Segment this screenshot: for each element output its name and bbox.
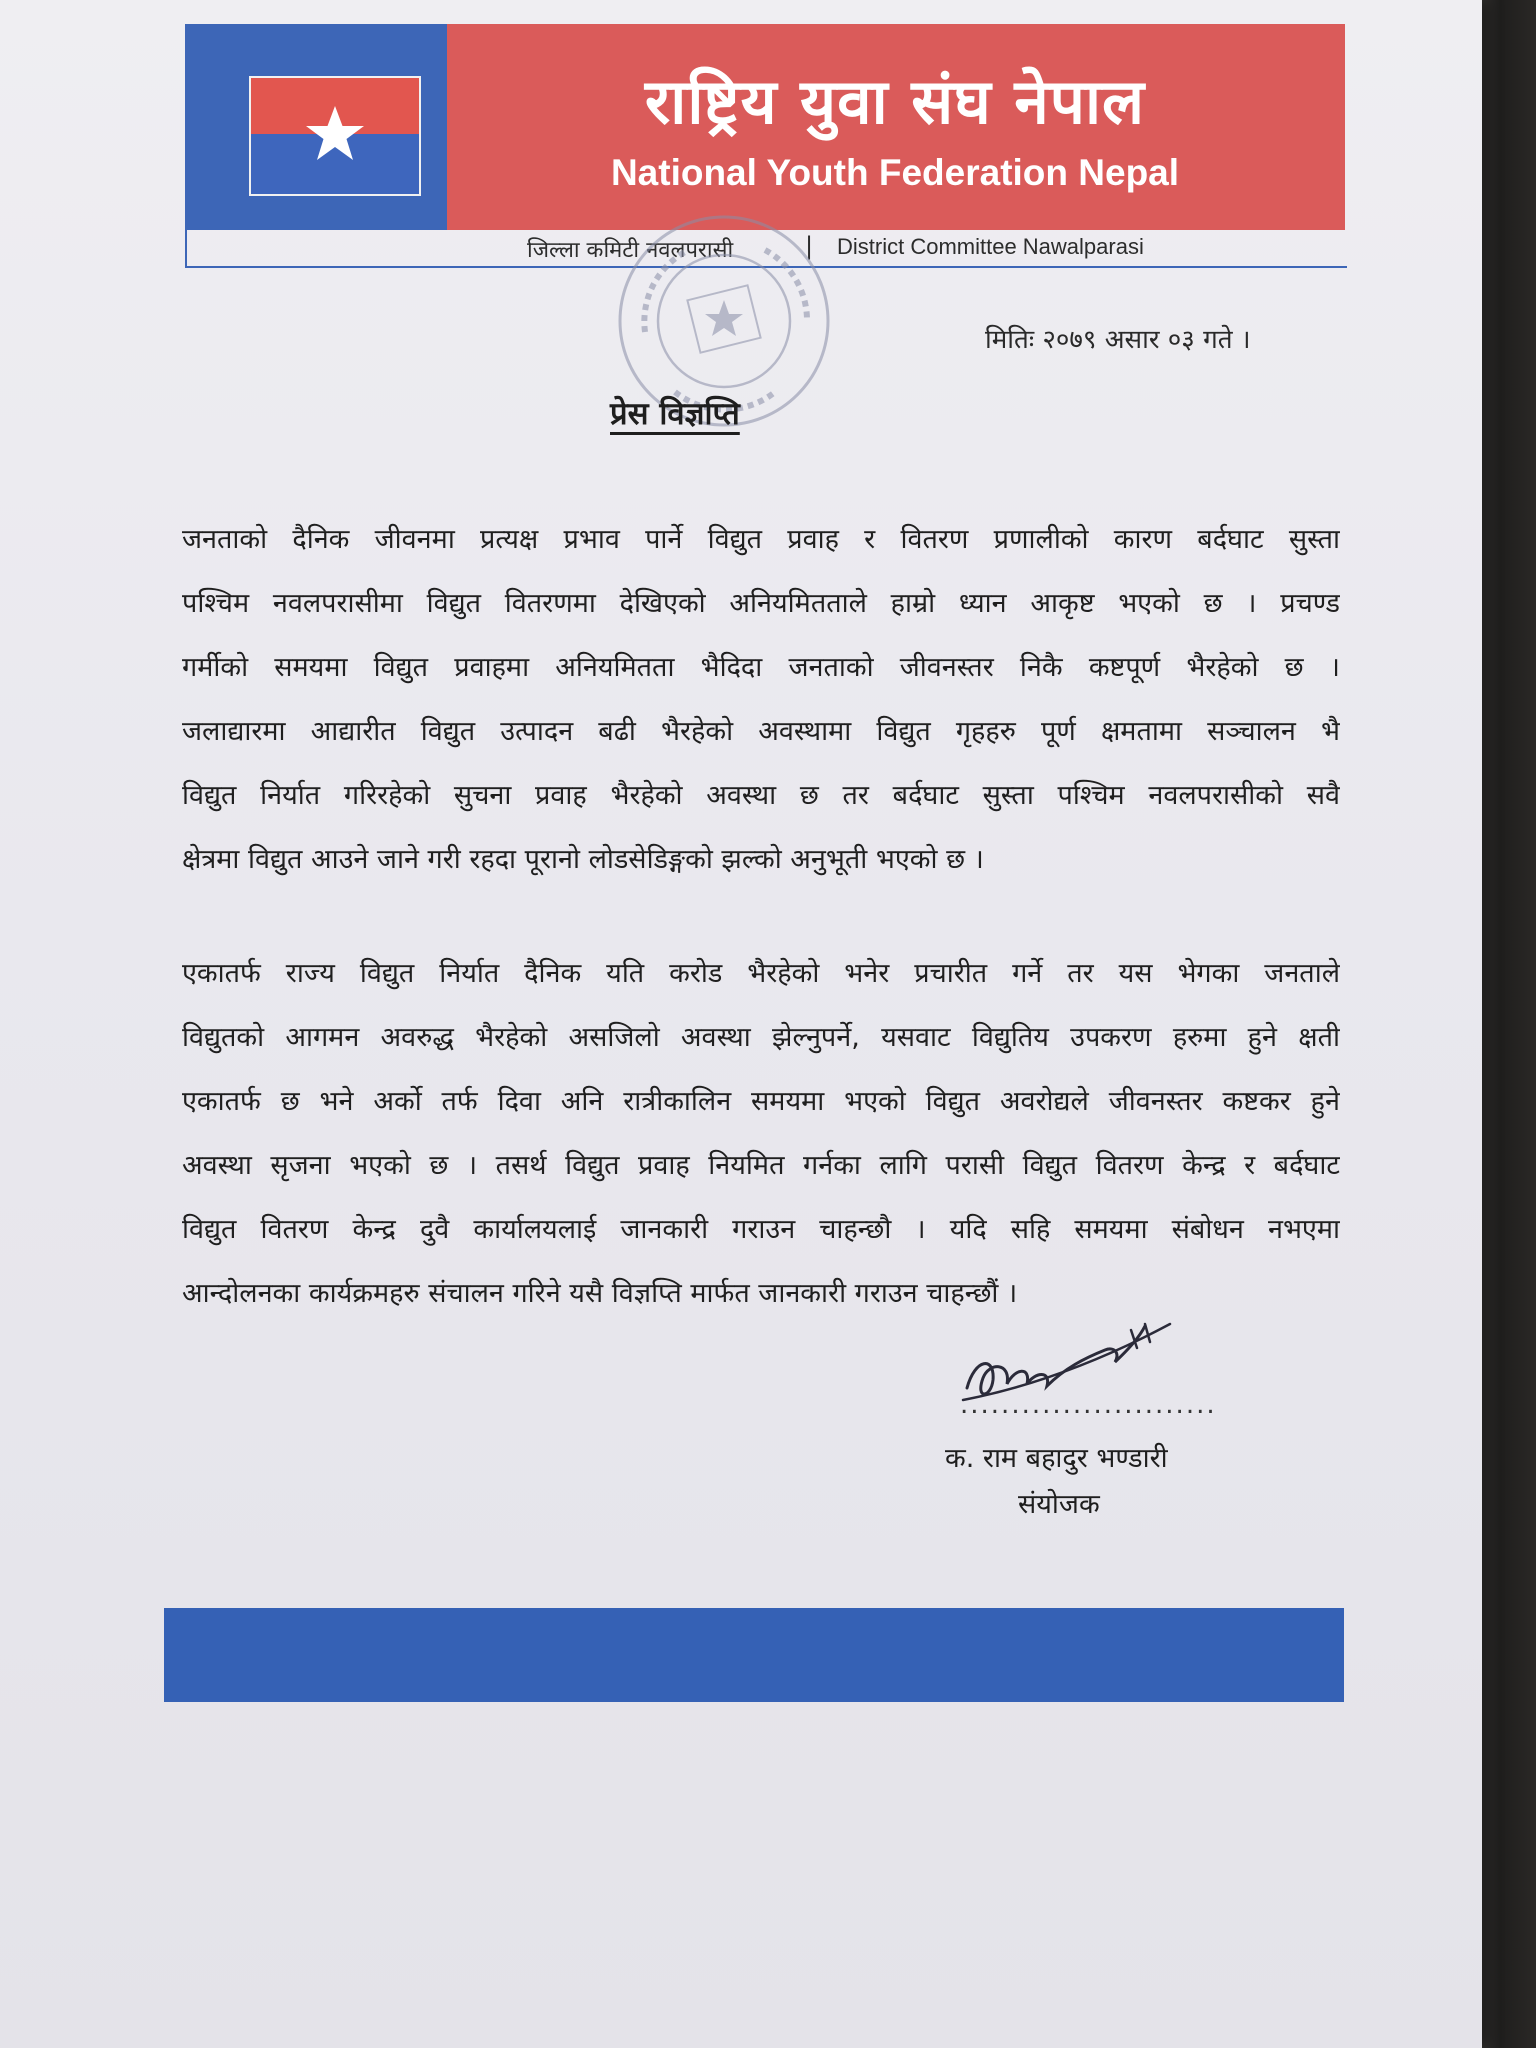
paragraph-line: गर्मीको समयमा विद्युत प्रवाहमा अनियमितता भैदिदा जनताको जीवनस्तर निकै कष्टपूर्ण भैरहेको छ । xyxy=(182,652,1340,683)
paragraph-line: विद्युतको आगमन अवरुद्ध भैरहेको असजिलो अवस्था झेल्नुपर्ने, यसवाट विद्युतिय उपकरण हरुमा हुने क्षती xyxy=(182,1022,1340,1053)
footer-blue-bar xyxy=(164,1608,1344,1702)
paragraph-2 xyxy=(182,942,1340,1326)
paragraph-line: पश्चिम नवलपरासीमा विद्युत वितरणमा देखिएको अनियमितताले हाम्रो ध्यान आकृष्ट भएको छ । प्रचण्ड xyxy=(182,588,1340,619)
paragraph-line: क्षेत्रमा विद्युत आउने जाने गरी रहदा पूरानो लोडसेडिङ्गको झल्को अनुभूती भएको छ । xyxy=(182,844,984,875)
paragraph-line: जनताको दैनिक जीवनमा प्रत्यक्ष प्रभाव पार्ने विद्युत प्रवाह र वितरण प्रणालीको कारण बर्दघाट सुस्ता xyxy=(182,524,1340,555)
letterhead-blue-panel xyxy=(185,24,447,230)
paragraph-line: एकातर्फ राज्य विद्युत निर्यात दैनिक यति करोड भैरहेको भनेर प्रचारीत गर्ने तर यस भेगका जनताले xyxy=(182,958,1340,989)
issue-date: मितिः २०७९ असार ०३ गते । xyxy=(985,325,1251,355)
star-icon xyxy=(303,102,367,166)
organization-name-nepali: राष्ट्रिय युवा संघ नेपाल xyxy=(644,65,1146,138)
signer-title: संयोजक xyxy=(1018,1489,1100,1520)
committee-separator: | xyxy=(805,232,814,260)
paragraph-line: आन्दोलनका कार्यक्रमहरु संचालन गरिने यसै विज्ञप्ति मार्फत जानकारी गराउन चाहन्छौं । xyxy=(182,1278,1018,1309)
committee-english: District Committee Nawalparasi xyxy=(837,234,1144,259)
flag-logo xyxy=(249,76,421,196)
paragraph-line: विद्युत निर्यात गरिरहेको सुचना प्रवाह भैरहेको अवस्था छ तर बर्दघाट सुस्ता पश्चिम नवलपरासीको सवै xyxy=(182,780,1340,811)
paragraph-line: विद्युत वितरण केन्द्र दुवै कार्यालयलाई जानकारी गराउन चाहन्छौ । यदि सहि समयमा संबोधन नभएमा xyxy=(182,1214,1340,1245)
background-edge xyxy=(1476,0,1536,2048)
committee-nepali: जिल्ला कमिटी नवलपरासी xyxy=(527,238,734,263)
paragraph-line: एकातर्फ छ भने अर्को तर्फ दिवा अनि रात्रीकालिन समयमा भएको विद्युत अवरोद्यले जीवनस्तर कष्टकर हुने xyxy=(182,1086,1340,1117)
organization-name-english: National Youth Federation Nepal xyxy=(610,152,1180,193)
paragraph-line: जलाद्यारमा आद्यारीत विद्युत उत्पादन बढी भैरहेको अवस्थामा विद्युत गृहहरु पूर्ण क्षमतामा सञ्चालन भै xyxy=(182,716,1340,747)
letterhead xyxy=(185,24,1345,230)
signature-dotted-line: ......................... xyxy=(960,1390,1217,1420)
paragraph-line: अवस्था सृजना भएको छ । तसर्थ विद्युत प्रवाह नियमित गर्नका लागि परासी विद्युत वितरण केन्द्र र बर्दघाट xyxy=(182,1150,1340,1181)
press-release-heading: प्रेस विज्ञप्ति xyxy=(610,396,740,432)
signer-name: क. राम बहादुर भण्डारी xyxy=(945,1443,1168,1474)
paragraph-1 xyxy=(182,508,1340,892)
